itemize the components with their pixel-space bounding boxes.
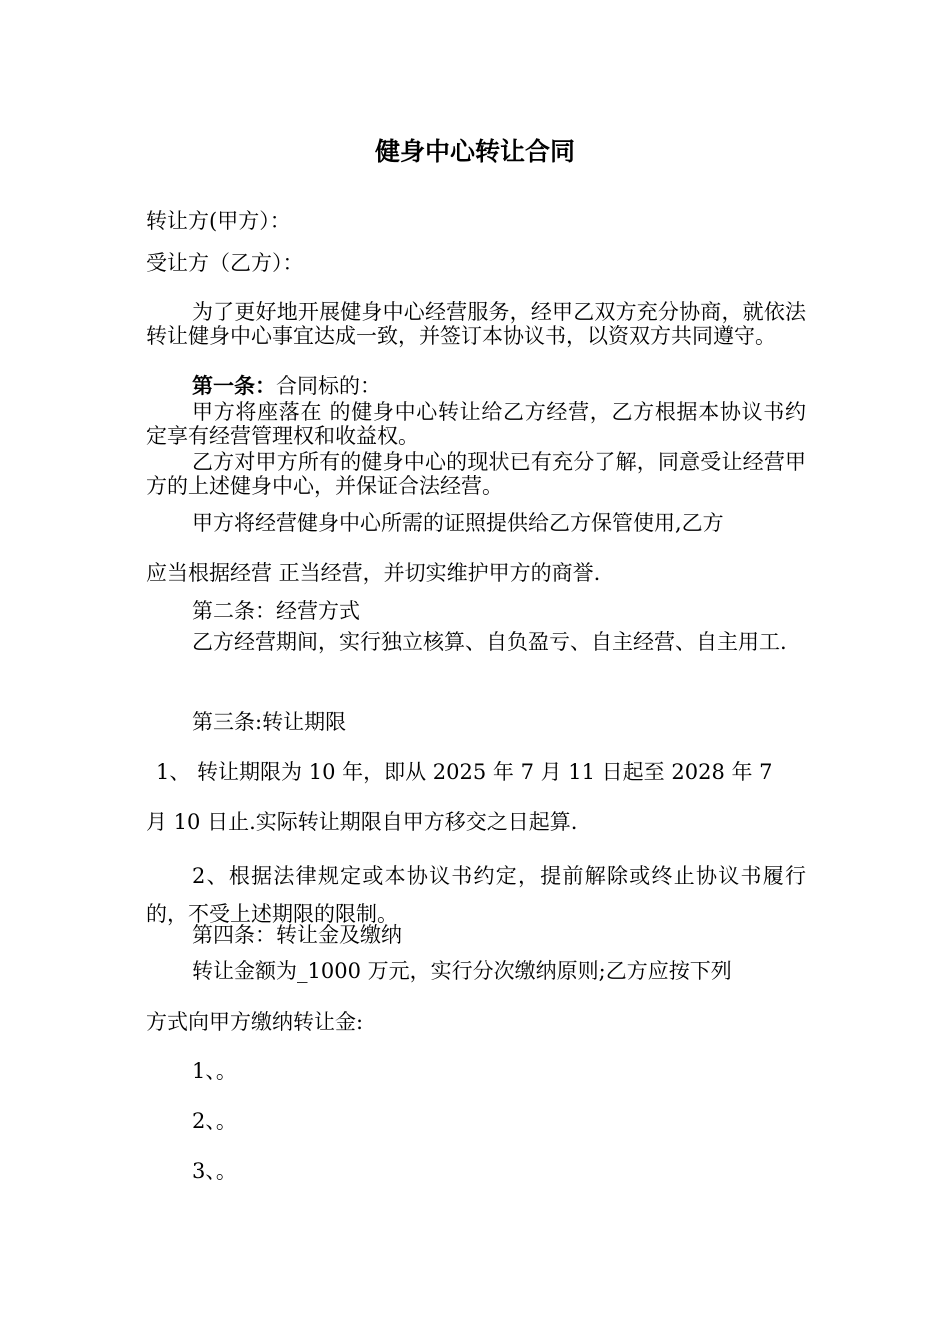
article1-paragraph-2: 乙方对甲方所有的健身中心的现状已有充分了解，同意受让经营甲方的上述健身中心，并保证合法经营。 bbox=[146, 450, 806, 498]
article2-heading: 第二条：经营方式 bbox=[192, 599, 360, 623]
article1-paragraph-3-line2: 应当根据经营 正当经营，并切实维护甲方的商誉. bbox=[146, 561, 601, 585]
party-b-line: 受让方（乙方）： bbox=[146, 251, 304, 275]
list-item-3: 3、。 bbox=[192, 1159, 237, 1183]
article3-heading: 第三条:转让期限 bbox=[192, 710, 347, 734]
article3-item1-line1: 1、 转让期限为 10 年，即从 2025 年 7 月 11 日起至 2028 年 7 bbox=[156, 760, 773, 784]
article3-item2: 2、根据法律规定或本协议书约定，提前解除或终止协议书履行的，不受上述期限的限制。 bbox=[146, 864, 806, 926]
article1-paragraph-1: 甲方将座落在 的健身中心转让给乙方经营，乙方根据本协议书约定享有经营管理权和收益权。 bbox=[146, 400, 806, 448]
list-item-1: 1、。 bbox=[192, 1059, 237, 1083]
article1-paragraph-3-line1: 甲方将经营健身中心所需的证照提供给乙方保管使用,乙方 bbox=[192, 511, 724, 535]
document-title: 健身中心转让合同 bbox=[374, 137, 575, 166]
intro-paragraph: 为了更好地开展健身中心经营服务，经甲乙双方充分协商，就依法转让健身中心事宜达成一致，并签订本协议书，以资双方共同遵守。 bbox=[146, 300, 806, 348]
article2-paragraph: 乙方经营期间，实行独立核算、自负盈亏、自主经营、自主用工. bbox=[192, 630, 787, 654]
party-a-line: 转让方(甲方）： bbox=[146, 209, 291, 233]
article3-item1-line2: 月 10 日止.实际转让期限自甲方移交之日起算. bbox=[146, 810, 578, 834]
article4-paragraph-line2: 方式向甲方缴纳转让金: bbox=[146, 1010, 364, 1034]
article4-paragraph-line1: 转让金额为_1000 万元，实行分次缴纳原则;乙方应按下列 bbox=[192, 959, 732, 983]
article4-heading: 第四条：转让金及缴纳 bbox=[192, 923, 402, 947]
article1-heading-rest: 合同标的： bbox=[276, 374, 381, 398]
article1-heading-bold: 第一条： bbox=[192, 374, 276, 398]
article1-heading bbox=[192, 373, 381, 399]
list-item-2: 2、。 bbox=[192, 1109, 237, 1133]
